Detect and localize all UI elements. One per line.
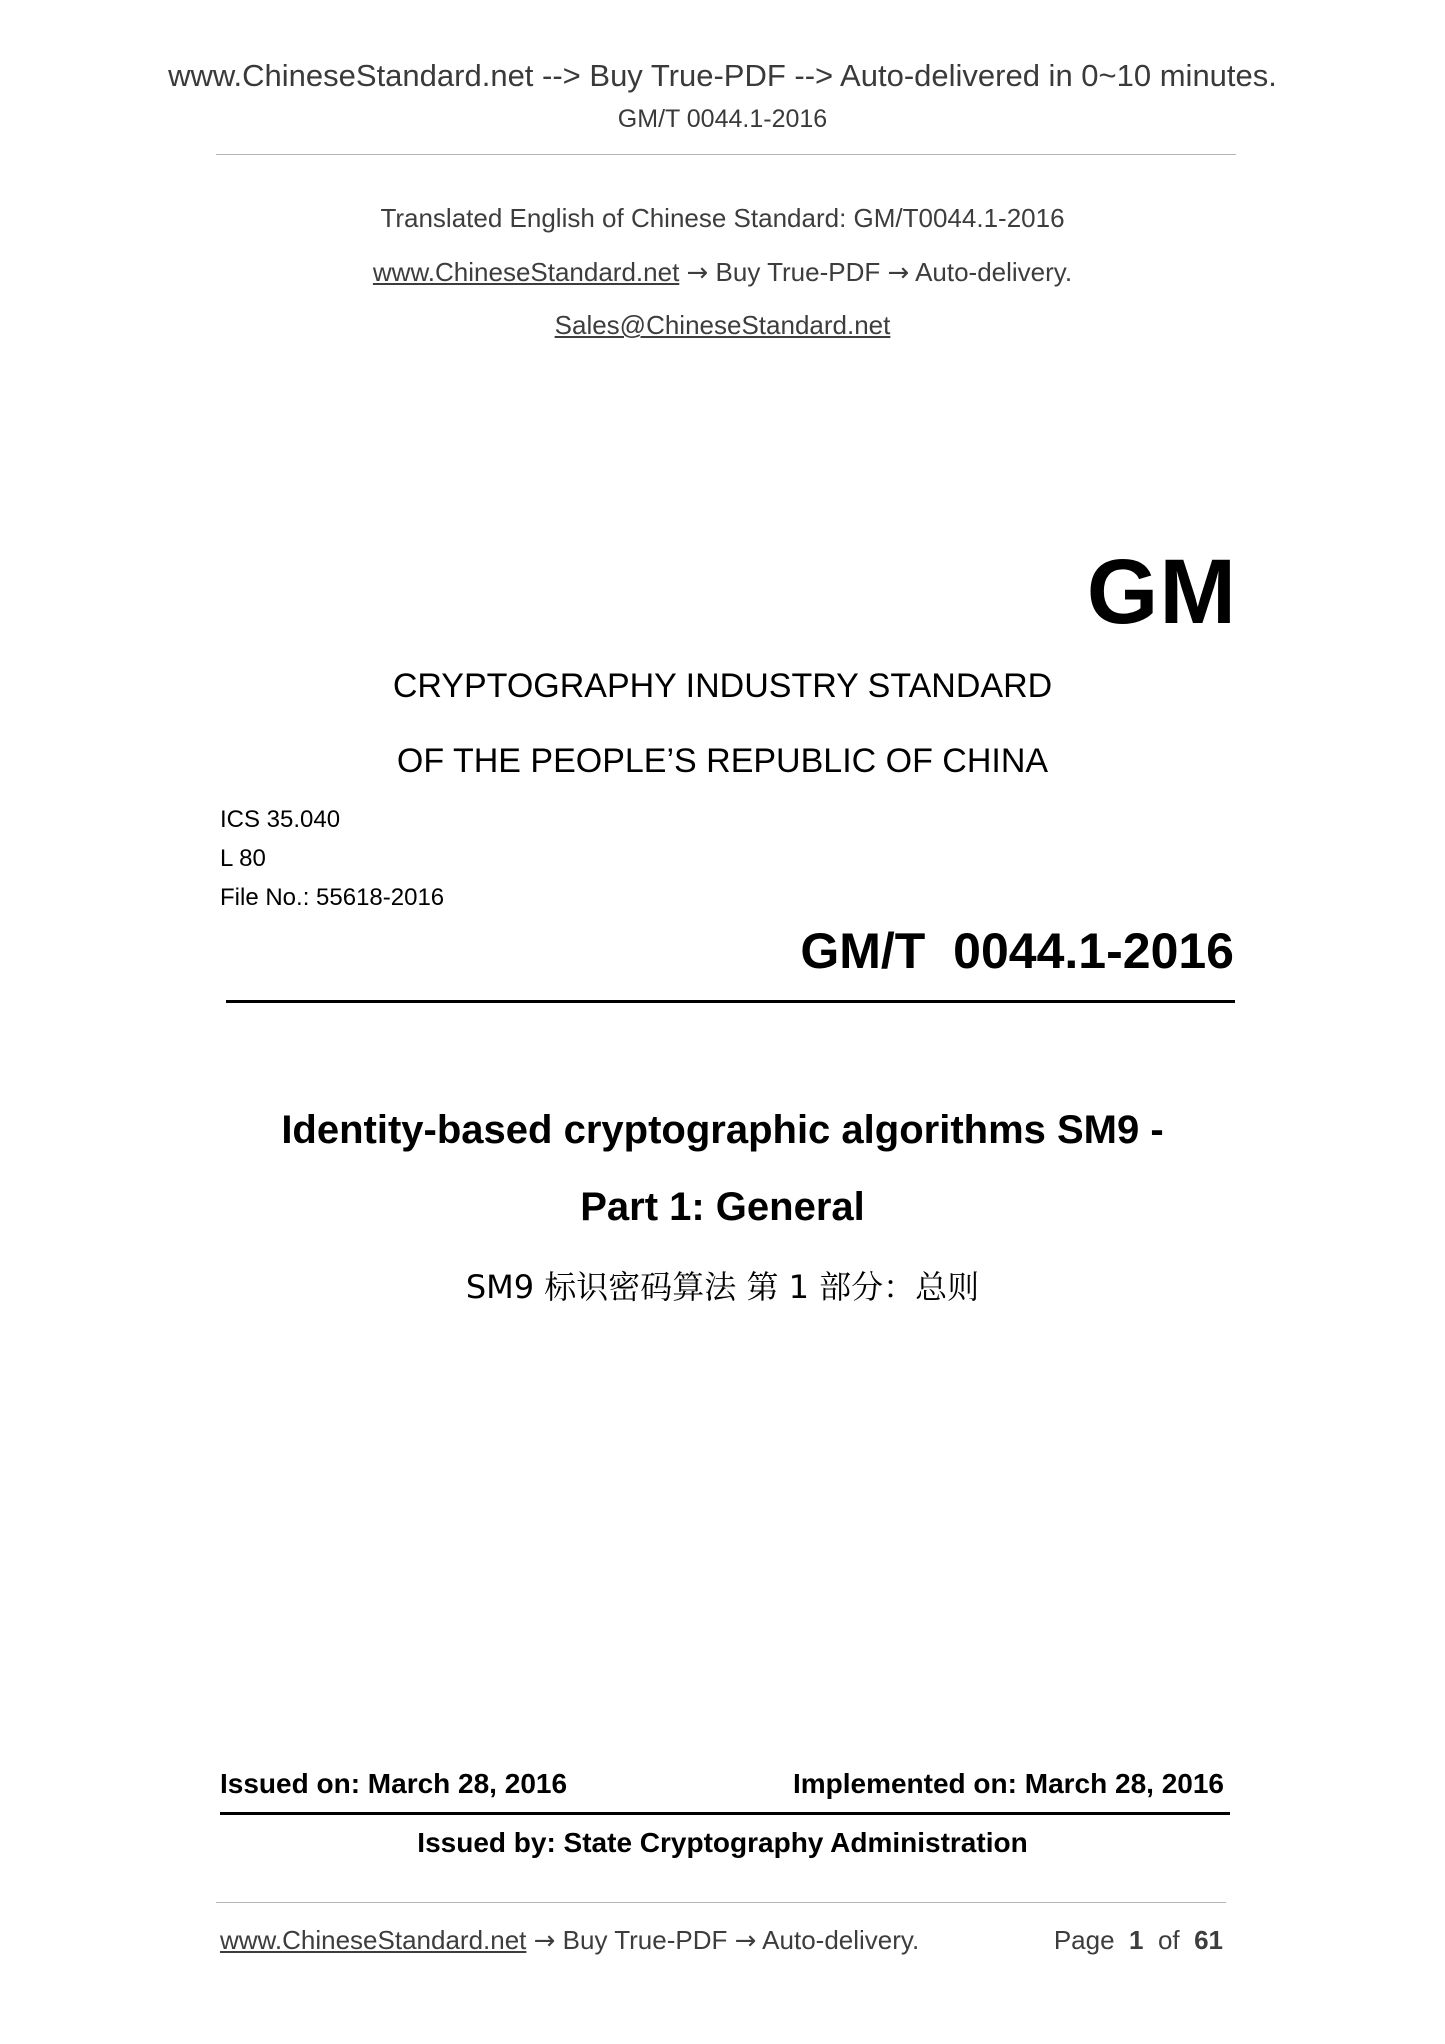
ics-code: ICS 35.040 — [220, 806, 341, 833]
site-link[interactable]: www.ChineseStandard.net — [372, 257, 680, 287]
industry-standard-line-1: CRYPTOGRAPHY INDUSTRY STANDARD — [392, 667, 1053, 705]
standard-number: GM/T 0044.1-2016 — [800, 923, 1234, 979]
title-line-1: Identity-based cryptographic algorithms SM9 - — [281, 1108, 1164, 1152]
footer-delivery: Auto-delivery. — [756, 1925, 920, 1955]
issued-by: Issued by: State Cryptography Administration — [417, 1827, 1028, 1858]
sales-line — [0, 310, 1445, 341]
issued-on-date: Issued on: March 28, 2016 — [220, 1768, 568, 1799]
site-line-buy: Buy True-PDF — [708, 257, 888, 287]
arrow-right-icon: → — [734, 1926, 757, 1956]
footer-site-link[interactable]: www.ChineseStandard.net — [220, 1925, 527, 1955]
footer-buy: Buy True-PDF — [555, 1925, 735, 1955]
page-total: 61 — [1194, 1925, 1223, 1955]
standard-number-rule — [226, 1000, 1235, 1003]
translated-notice: Translated English of Chinese Standard: GM/T0044.1-2016 — [380, 203, 1065, 233]
site-line — [0, 257, 1445, 288]
page-label: Page — [1053, 1925, 1115, 1955]
gm-standard-mark: GM — [1086, 541, 1237, 643]
issue-divider — [220, 1812, 1230, 1815]
sales-email-link[interactable]: Sales@ChineseStandard.net — [554, 310, 891, 340]
arrow-right-icon: → — [533, 1926, 556, 1956]
page-indicator — [1054, 1925, 1223, 1956]
site-line-delivery: Auto-delivery. — [909, 257, 1073, 287]
title-chinese: SM9 标识密码算法 第 1 部分：总则 — [465, 1268, 980, 1306]
page-of: of — [1157, 1925, 1180, 1955]
header-divider — [216, 154, 1236, 155]
file-number: File No.: 55618-2016 — [220, 884, 445, 911]
page-current: 1 — [1129, 1925, 1144, 1955]
footer-site-line — [220, 1925, 919, 1956]
implemented-on-date: Implemented on: March 28, 2016 — [792, 1768, 1224, 1799]
industry-standard-line-2: OF THE PEOPLE’S REPUBLIC OF CHINA — [396, 742, 1049, 780]
footer-divider — [216, 1902, 1226, 1903]
arrow-right-icon: → — [686, 258, 709, 288]
arrow-right-icon: → — [887, 258, 910, 288]
top-banner: www.ChineseStandard.net --> Buy True-PDF --> Auto-delivered in 0~10 minutes. — [168, 58, 1277, 93]
classification-code: L 80 — [220, 845, 266, 872]
title-line-2: Part 1: General — [580, 1185, 865, 1229]
header-standard-code: GM/T 0044.1-2016 — [617, 105, 828, 133]
